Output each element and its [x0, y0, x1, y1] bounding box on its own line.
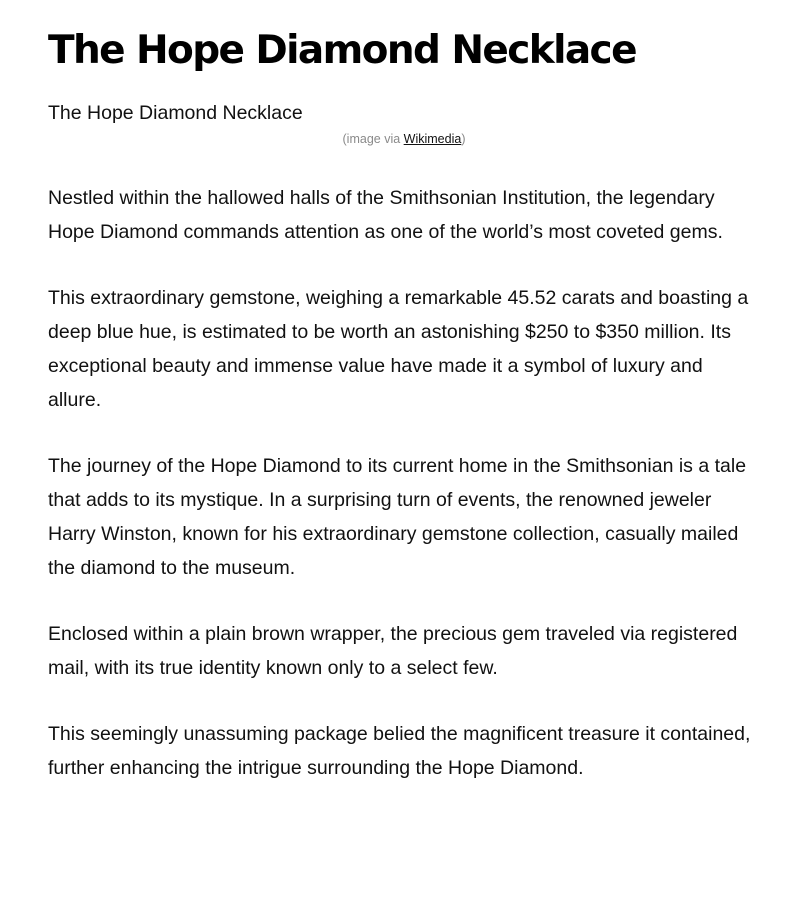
- paragraph-5: This seemingly unassuming package belied the magnificent treasure it contained, further enhancing the intrigue surrounding the Hope Diamond.: [48, 723, 751, 779]
- paragraph-3: The journey of the Hope Diamond to its current home in the Smithsonian is a tale that adds to its mystique. In a surprising turn of events, the renowned jeweler Harry Winston, known for his extraordinary gemstone collection, casually mailed the diamond to the museum.: [48, 455, 747, 579]
- article-figure: [48, 100, 760, 147]
- image-caption: [48, 131, 760, 147]
- paragraph-1: Nestled within the hallowed halls of the Smithsonian Institution, the legendary Hope Diamond commands attention as one of the world’s most coveted gems.: [48, 187, 723, 243]
- caption-suffix: ): [461, 132, 466, 146]
- image-alt-text: The Hope Diamond Necklace: [48, 102, 303, 124]
- paragraph-2: This extraordinary gemstone, weighing a remarkable 45.52 carats and boasting a deep blue hue, is estimated to be worth an astonishing $250 to $350 million. Its exceptional beauty and immense value have made it a symbol of luxury and allure.: [48, 287, 749, 411]
- wikimedia-link[interactable]: Wikimedia: [403, 132, 462, 146]
- article-body: [48, 181, 760, 785]
- paragraph-4: Enclosed within a plain brown wrapper, the precious gem traveled via registered mail, with its true identity known only to a select few.: [48, 623, 738, 679]
- article-title: The Hope Diamond Necklace: [48, 28, 636, 73]
- caption-prefix: (image via: [342, 132, 404, 146]
